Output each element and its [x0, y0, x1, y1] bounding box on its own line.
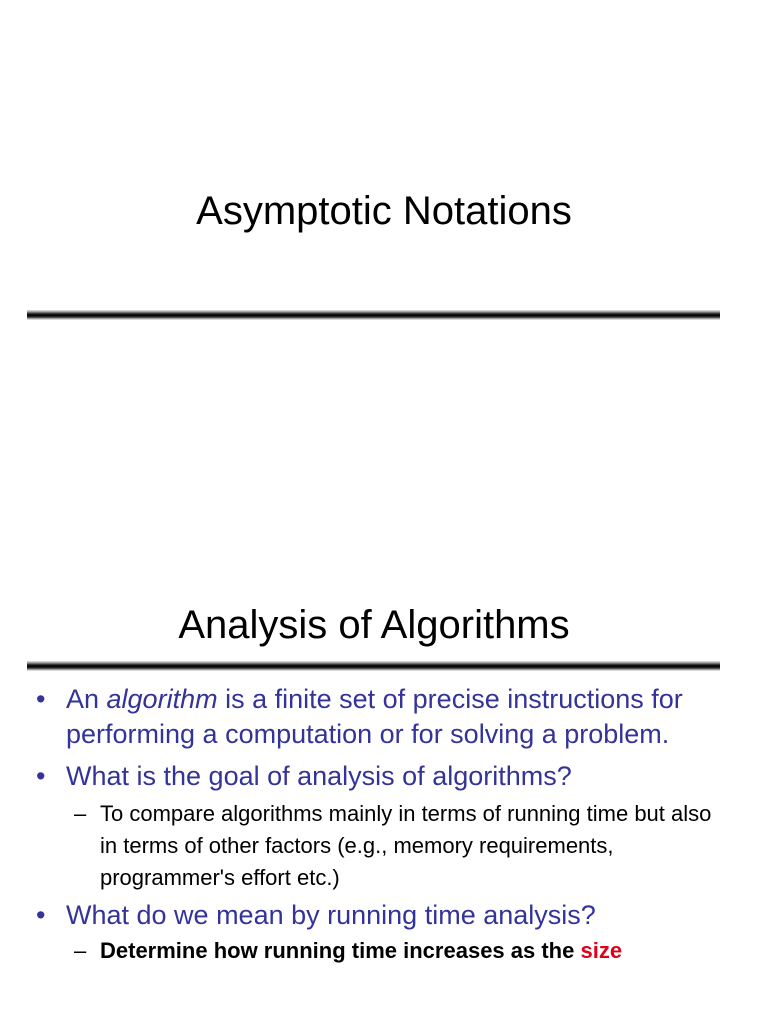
- slide-title-analysis-of-algorithms: Analysis of Algorithms: [178, 603, 570, 647]
- sub-bullet-text-highlight: size: [580, 938, 623, 963]
- title-divider-rule: [27, 661, 720, 671]
- bullet-item-goal-question: [0, 759, 768, 794]
- sub-bullet-text-pre: Determine how running time increases as the: [100, 938, 581, 963]
- bullet-item-running-time-question: [0, 898, 768, 933]
- bullet-text-post: is a finite set of precise instructions for performing a computation or for solving a problem.: [66, 684, 683, 749]
- sub-bullet-item-determine-running-time: [0, 935, 768, 967]
- title-divider-rule: [27, 310, 720, 320]
- bullet-marker: •: [36, 900, 46, 930]
- bullet-text: What do we mean by running time analysis?: [66, 900, 596, 930]
- sub-bullet-marker: –: [74, 938, 87, 963]
- sub-bullet-marker: –: [74, 801, 87, 826]
- bullet-text-emphasis: algorithm: [106, 684, 218, 714]
- bullet-text-pre: An: [66, 684, 107, 714]
- bullet-text: What is the goal of analysis of algorithms?: [66, 761, 572, 791]
- slide-title-asymptotic-notations: Asymptotic Notations: [196, 189, 572, 233]
- bullet-list: [0, 682, 768, 967]
- sub-bullet-text: To compare algorithms mainly in terms of running time but also in terms of other factors (e.g., memory requirements, programmer's effort etc.): [100, 801, 712, 890]
- bullet-item-algorithm-definition: [0, 682, 768, 752]
- bullet-marker: •: [36, 761, 46, 791]
- sub-bullet-item-compare-algorithms: [0, 798, 768, 894]
- bullet-marker: •: [36, 684, 46, 714]
